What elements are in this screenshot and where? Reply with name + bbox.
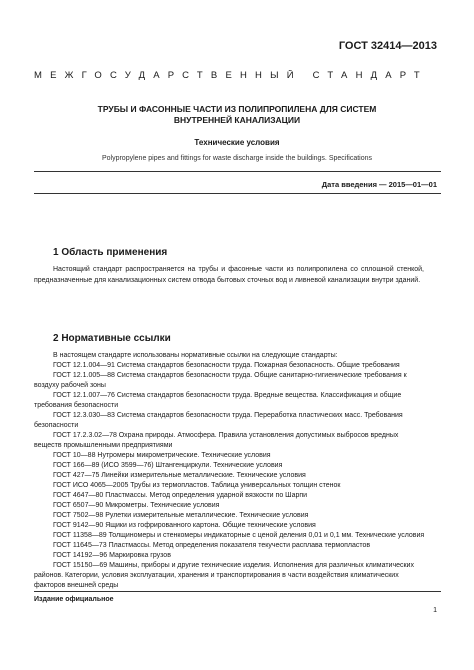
- list-item: ГОСТ 12.1.004—91 Система стандартов безопасности труда. Пожарная безопасность. Общие требования: [53, 362, 400, 369]
- standard-id: ГОСТ 32414—2013: [338, 40, 437, 52]
- list-item: ГОСТ 7502—98 Рулетки измерительные металлические. Технические условия: [53, 512, 309, 519]
- english-title: Polypropylene pipes and fittings for waste discharge inside the buildings. Specifications: [101, 155, 373, 162]
- footer-divider: [34, 591, 441, 592]
- list-item: ГОСТ ИСО 4065—2005 Трубы из термопластов. Таблица универсальных толщин стенок: [53, 482, 341, 489]
- references-list: [34, 351, 426, 591]
- list-item: ГОСТ 11358—89 Толщиномеры и стенкомеры индикаторные с ценой деления 0,01 и 0,1 мм. Технические условия: [53, 532, 425, 539]
- list-item: ГОСТ 17.2.3.02—78 Охрана природы. Атмосфера. Правила установления допустимых выбросов вредных веществ промышленными предприятиями: [34, 432, 399, 449]
- section-1-heading: 1 Область применения: [53, 247, 168, 258]
- list-item: ГОСТ 12.3.030—83 Система стандартов безопасности труда. Переработка пластических масс. Требования безопасности: [34, 412, 403, 429]
- list-item: ГОСТ 427—75 Линейки измерительные металлические. Технические условия: [53, 472, 306, 479]
- list-item: ГОСТ 10—88 Нутромеры микрометрические. Технические условия: [53, 452, 271, 459]
- document-title: [50, 104, 424, 126]
- section-2-heading: 2 Нормативные ссылки: [53, 333, 171, 344]
- list-item: ГОСТ 11645—73 Пластмассы. Метод определения показателя текучести расплава термопластов: [53, 542, 371, 549]
- section-1-text: [34, 264, 424, 286]
- list-item: ГОСТ 14192—96 Маркировка грузов: [53, 552, 171, 559]
- divider: [34, 171, 441, 172]
- document-subtitle: Технические условия: [194, 138, 280, 147]
- list-item: ГОСТ 166—89 (ИСО 3599—76) Штангенциркули. Технические условия: [53, 462, 283, 469]
- list-item: В настоящем стандарте использованы нормативные ссылки на следующие стандарты:: [53, 352, 338, 359]
- title-line-2: ВНУТРЕННЕЙ КАНАЛИЗАЦИИ: [173, 115, 301, 125]
- interstate-standard-label: МЕЖГОСУДАРСТВЕННЫЙ СТАНДАРТ: [34, 70, 428, 81]
- list-item: ГОСТ 4647—80 Пластмассы. Метод определения ударной вязкости по Шарпи: [53, 492, 308, 499]
- divider: [34, 193, 441, 194]
- list-item: ГОСТ 12.1.007—76 Система стандартов безопасности труда. Вредные вещества. Классификация и общие требования безопасности: [34, 392, 402, 409]
- list-item: ГОСТ 9142—90 Ящики из гофрированного картона. Общие технические условия: [53, 522, 316, 529]
- official-edition-label: Издание официальное: [34, 596, 114, 603]
- list-item: ГОСТ 6507—90 Микрометры. Технические условия: [53, 502, 220, 509]
- title-line-1: ТРУБЫ И ФАСОННЫЕ ЧАСТИ ИЗ ПОЛИПРОПИЛЕНА ДЛЯ СИСТЕМ: [97, 104, 377, 114]
- list-item: ГОСТ 15150—69 Машины, приборы и другие технические изделия. Исполнения для различных климатических районов. Категории, условия эксплуатации, хранения и транспортирования в части воздействия климатических факторов внешней среды: [34, 562, 414, 589]
- page-number: 1: [433, 607, 437, 614]
- list-item: ГОСТ 12.1.005—88 Система стандартов безопасности труда. Общие санитарно-гигиенические требования к воздуху рабочей зоны: [34, 372, 407, 389]
- introduction-date: Дата введения — 2015—01—01: [321, 180, 437, 189]
- section-1-body: Настоящий стандарт распространяется на трубы и фасонные части из полипропилена со сплошной стенкой, предназначенные для канализационных систем отвода бытовых сточных вод и ливневой канализации внутри зданий.: [34, 266, 424, 284]
